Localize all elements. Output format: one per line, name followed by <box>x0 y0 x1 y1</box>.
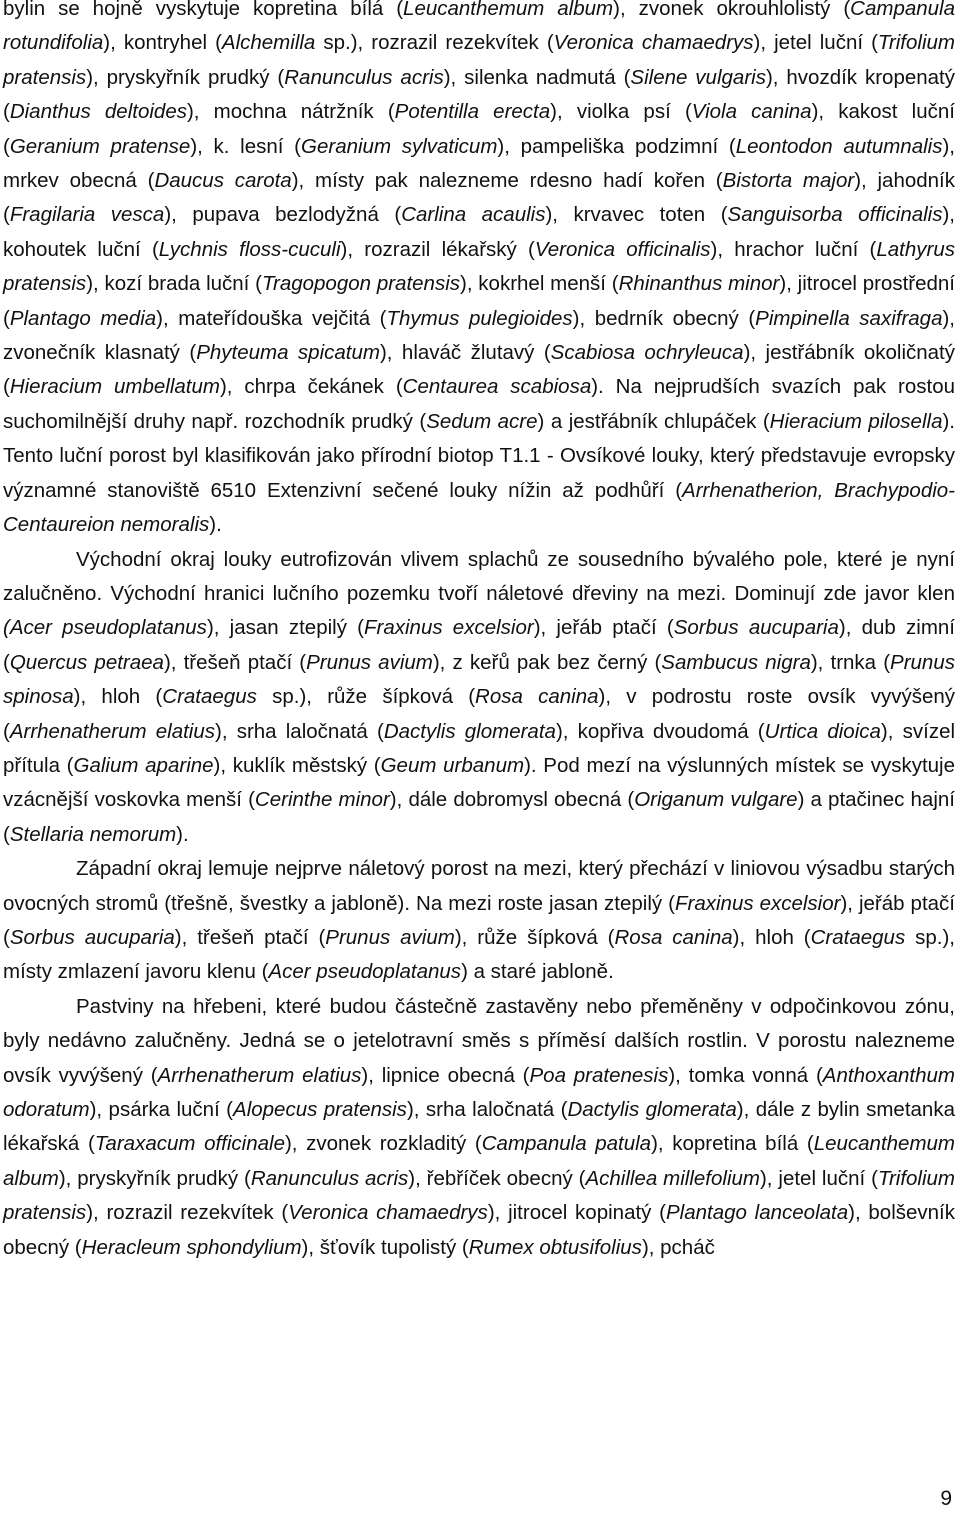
text-run: ) a staré jabloně. <box>461 960 614 984</box>
text-run: ), srha laločnatá ( <box>406 1098 568 1121</box>
species-name: Taraxacum officinale <box>94 1132 285 1156</box>
text-run: ), kopřiva dvoudomá ( <box>555 719 765 743</box>
text-run: ), jasan ztepilý ( <box>206 616 364 640</box>
species-name: Fraxinus excelsior <box>364 616 534 640</box>
species-name: Hieracium pilosella <box>769 409 943 433</box>
text-run: ), chrpa čekánek ( <box>219 375 403 399</box>
species-name: Crataegus <box>810 925 906 949</box>
species-name: Acer pseudoplatanus <box>268 960 462 984</box>
species-name: Prunus spinosa <box>3 650 955 709</box>
text-run: ), zvonek rozkladitý ( <box>284 1132 482 1156</box>
text-run: ), kopretina bílá ( <box>651 1132 814 1156</box>
text-run: ), kohoutek luční ( <box>3 203 956 261</box>
species-name: Trifolium pratensis <box>3 1166 956 1225</box>
species-name: Tragopogon pratensis <box>262 272 460 296</box>
text-run: ), kakost luční ( <box>3 100 955 158</box>
species-name: Rhinanthus minor <box>618 272 780 296</box>
species-name: Ranunculus acris <box>284 65 444 89</box>
text-run: ), rozrazil rezekvítek ( <box>86 1201 289 1225</box>
species-name: Urtica dioica <box>764 719 881 743</box>
species-name: Prunus avium <box>325 925 455 949</box>
text-run: ), růže šípková ( <box>454 925 615 949</box>
text-run: ), jeřáb ptačí ( <box>533 616 674 640</box>
species-name: Plantago lanceolata <box>665 1201 849 1225</box>
text-run: ), pampeliška podzimní ( <box>497 134 736 158</box>
species-name: Cerinthe minor <box>254 788 390 812</box>
text-run: ), třešeň ptačí ( <box>163 650 307 674</box>
text-run: ), jetel luční ( <box>753 31 878 55</box>
text-run: ), kokrhel menší ( <box>460 272 619 296</box>
text-run: ), řebříček obecný ( <box>408 1166 586 1190</box>
text-run: ), krvavec toten ( <box>545 203 728 227</box>
text-run: ), jeřáb ptačí ( <box>3 891 955 949</box>
species-name: Sorbus aucuparia <box>673 616 839 640</box>
species-name: Campanula rotundifolia <box>3 0 955 55</box>
species-name: Bistorta major <box>722 169 855 193</box>
text-run: ). Tento luční porost byl klasifikován jako přírodní biotop T1.1 - Ovsíkové louky, který představuje evropsky významné stanoviště 6510 Extenzivní sečené louky nížin až podhůří ( <box>3 409 956 502</box>
text-run: ), kontryhel ( <box>103 31 222 55</box>
species-name: Veronica chamaedrys <box>553 31 754 55</box>
species-name: Dactylis glomerata <box>383 719 556 743</box>
text-run: ), pupava bezlodyžná ( <box>164 203 402 227</box>
text-run: ), mateřídouška vejčitá ( <box>156 306 387 330</box>
text-run: ), hrachor luční ( <box>710 237 877 261</box>
species-name: Plantago media <box>9 306 157 330</box>
species-name: Geum urbanum <box>380 753 525 777</box>
species-name: Origanum vulgare <box>634 788 798 812</box>
text-run: ), dub zimní ( <box>3 616 955 674</box>
text-run: ), kozí brada luční ( <box>86 272 262 296</box>
paragraph <box>3 543 955 853</box>
species-name: Potentilla erecta <box>394 100 551 124</box>
species-name: Arrhenatherion, Brachypodio-Centaureion nemoralis <box>3 478 955 537</box>
species-name: Fraxinus excelsior <box>674 891 841 915</box>
text-run: ), pcháč <box>641 1235 715 1259</box>
species-name: Carlina acaulis <box>401 203 546 227</box>
species-name: Lathyrus pratensis <box>3 237 955 296</box>
text-run: ), rozrazil lékařský ( <box>340 237 535 261</box>
text-run: ), z keřů pak bez černý ( <box>432 650 662 674</box>
species-name: Scabiosa ochryleuca <box>550 341 744 365</box>
species-name: Poa pratenesis <box>529 1063 669 1087</box>
text-run: ), psárka luční ( <box>89 1098 234 1121</box>
text-run: Západní okraj lemuje nejprve náletový porost na mezi, který přechází v liniovou výsadbu starých ovocných stromů (třešně, švestky a jabloně). Na mezi roste jasan ztepilý ( <box>3 857 955 915</box>
text-run: ), svízel přítula ( <box>3 719 956 777</box>
paragraph <box>3 0 955 543</box>
text-run: ), jitrocel kopinatý ( <box>487 1201 666 1225</box>
text-run: ), jestřábník okoličnatý ( <box>3 341 955 399</box>
species-name: Pimpinella saxifraga <box>755 306 943 330</box>
text-run: ), šťovík tupolistý ( <box>301 1235 469 1259</box>
species-name: Geranium pratense <box>9 134 191 158</box>
text-run: ), hloh ( <box>73 685 163 709</box>
species-name: Dianthus deltoides <box>9 100 187 124</box>
species-name: Anthoxanthum odoratum <box>3 1063 955 1121</box>
species-name: Fragilaria vesca <box>9 203 165 227</box>
species-name: Alchemilla <box>221 31 316 55</box>
species-name: Lychnis floss-cuculi <box>158 237 341 261</box>
text-run: ), srha laločnatá ( <box>215 719 384 743</box>
species-name: Thymus pulegioides <box>386 306 573 330</box>
text-run: ), dále z bylin smetanka lékařská ( <box>3 1098 955 1156</box>
species-name: Stellaria nemorum <box>9 822 177 846</box>
page-number: 9 <box>940 1487 952 1510</box>
text-run: ). Na nejprudších svazích pak rostou suchomilnější druhy např. rozchodník prudký ( <box>3 375 955 433</box>
species-name: Arrhenatherum elatius <box>157 1063 362 1087</box>
species-name: Rosa canina <box>614 925 733 949</box>
text-run: ) a ptačinec hajní ( <box>3 788 955 846</box>
text-run: ), jahodník ( <box>3 169 955 227</box>
paragraph <box>3 852 955 990</box>
species-name: Quercus petraea <box>9 650 164 674</box>
text-run: ), silenka nadmutá ( <box>443 65 631 89</box>
text-run: ), jetel luční ( <box>759 1166 878 1190</box>
paragraph <box>3 990 955 1265</box>
document-body <box>3 0 955 1265</box>
text-run: ), hvozdík kropenatý ( <box>3 65 955 124</box>
text-run: ), bolševník obecný ( <box>3 1201 955 1259</box>
text-run: ), k. lesní ( <box>190 134 302 158</box>
species-name: Rumex obtusifolius <box>468 1235 642 1259</box>
species-name: Leucanthemum album <box>403 0 614 20</box>
text-run: ), pryskyřník prudký ( <box>86 65 285 89</box>
species-name: Campanula patula <box>481 1132 652 1156</box>
species-name: Sorbus aucuparia <box>9 925 175 949</box>
species-name: Leucanthemum album <box>3 1132 955 1190</box>
text-run: ), lipnice obecná ( <box>361 1063 530 1087</box>
species-name: Veronica chamaedrys <box>288 1201 488 1225</box>
species-name: Sedum acre <box>426 409 538 433</box>
species-name: Galium aparine <box>73 753 214 777</box>
text-run: bylin se hojně vyskytuje kopretina bílá ( <box>3 0 404 20</box>
species-name: Rosa canina <box>475 685 599 709</box>
text-run: ), dále dobromysl obecná ( <box>389 788 635 812</box>
text-run: ). <box>209 513 222 537</box>
text-run: sp.), růže šípková ( <box>256 685 476 709</box>
species-name: Arrhenatherum elatius <box>9 719 215 743</box>
species-name: (Acer pseudoplatanus <box>3 616 207 640</box>
species-name: Ranunculus acris <box>250 1166 409 1190</box>
text-run: sp.), rozrazil rezekvítek ( <box>315 31 554 55</box>
text-run: ), jitrocel prostřední ( <box>3 272 955 330</box>
text-run: ), mrkev obecná ( <box>3 134 956 193</box>
species-name: Silene vulgaris <box>630 65 766 89</box>
text-run: ), tomka vonná ( <box>668 1063 823 1087</box>
species-name: Viola canina <box>691 100 812 124</box>
text-run: sp.), místy zmlazení javoru klenu ( <box>3 925 956 984</box>
text-run: ), hlaváč žlutavý ( <box>379 341 551 365</box>
text-run: ), violka psí ( <box>550 100 692 124</box>
species-name: Sambucus nigra <box>661 650 811 674</box>
text-run: ), zvonek okrouhlolistý ( <box>613 0 851 20</box>
species-name: Centaurea scabiosa <box>402 375 592 399</box>
text-run: ), třešeň ptačí ( <box>174 925 326 949</box>
species-name: Veronica officinalis <box>534 237 711 261</box>
text-run: ), místy pak nalezneme rdesno hadí kořen ( <box>291 169 723 193</box>
species-name: Hieracium umbellatum <box>9 375 220 399</box>
text-run: ), mochna nátržník ( <box>186 100 395 124</box>
text-run: ). <box>176 822 189 846</box>
species-name: Phyteuma spicatum <box>196 341 380 365</box>
species-name: Crataegus <box>162 685 257 709</box>
species-name: Leontodon autumnalis <box>735 134 943 158</box>
text-run: ), v podrostu roste ovsík vyvýšený ( <box>3 685 955 743</box>
text-run: ), bedrník obecný ( <box>572 306 756 330</box>
text-run: ), kuklík městský ( <box>213 753 381 777</box>
species-name: Heracleum sphondylium <box>81 1235 302 1259</box>
text-run: Pastviny na hřebeni, které budou částečně zastavěny nebo přeměněny v odpočinkovou zónu, byly nedávno zalučněny. Jedná se o jetelotravní směs s příměsí dalších rostlin. V porostu nalezneme ovsík vyvýšený ( <box>3 994 955 1087</box>
species-name: Sanguisorba officinalis <box>727 203 943 227</box>
species-name: Prunus avium <box>306 650 433 674</box>
species-name: Achillea millefolium <box>585 1166 760 1190</box>
species-name: Geranium sylvaticum <box>301 134 498 158</box>
species-name: Daucus carota <box>154 169 292 193</box>
text-run: ), trnka ( <box>810 650 891 674</box>
species-name: Trifolium pratensis <box>3 31 955 89</box>
text-run: ), zvonečník klasnatý ( <box>3 306 956 365</box>
species-name: Alopecus pratensis <box>233 1098 407 1121</box>
text-run: Východní okraj louky eutrofizován vlivem splachů ze sousedního bývalého pole, které je nyní zalučněno. Východní hranici lučního pozemku tvoří náletové dřeviny na mezi. Dominují zde javor klen <box>3 547 955 605</box>
text-run: ), pryskyřník prudký ( <box>58 1166 251 1190</box>
text-run: ). Pod mezí na výslunných místek se vyskytuje vzácnější voskovka menší ( <box>3 753 955 812</box>
species-name: Dactylis glomerata <box>567 1098 737 1121</box>
text-run: ), hloh ( <box>732 925 811 949</box>
text-run: ) a jestřábník chlupáček ( <box>537 409 770 433</box>
